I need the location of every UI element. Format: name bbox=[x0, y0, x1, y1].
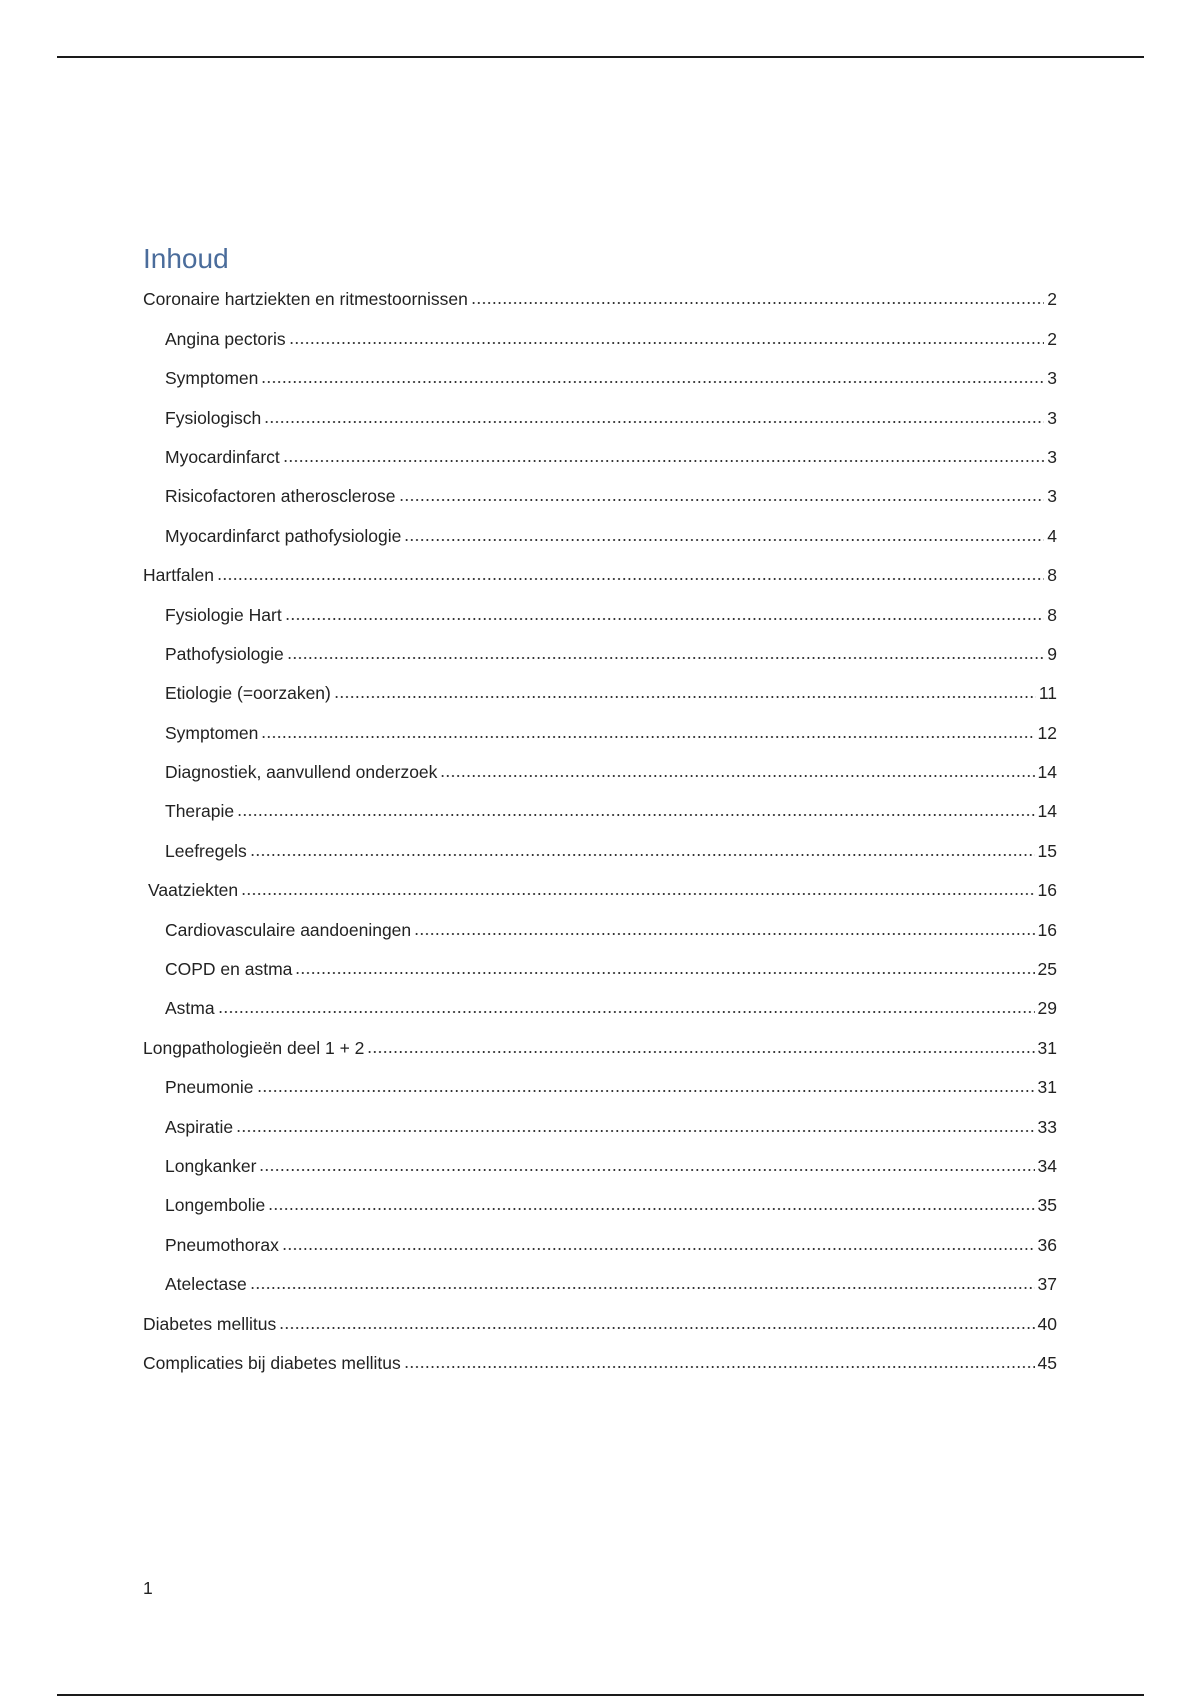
toc-dot-leader bbox=[399, 498, 1044, 502]
toc-dot-leader bbox=[217, 577, 1044, 581]
toc-entry[interactable] bbox=[143, 1066, 1057, 1105]
toc-entry-label: Fysiologisch bbox=[165, 407, 262, 428]
toc-entry[interactable] bbox=[143, 987, 1057, 1026]
toc-entry[interactable] bbox=[143, 1184, 1057, 1223]
toc-entry-label: Astma bbox=[165, 998, 215, 1019]
toc-dot-leader bbox=[289, 341, 1044, 345]
toc-entry[interactable] bbox=[143, 514, 1057, 553]
toc-entry-page: 16 bbox=[1037, 919, 1057, 940]
toc-dot-leader bbox=[279, 1326, 1034, 1330]
toc-dot-leader bbox=[295, 971, 1034, 975]
toc-entry-page: 8 bbox=[1047, 565, 1057, 586]
header-rule bbox=[57, 56, 1144, 58]
toc-entry[interactable] bbox=[143, 948, 1057, 987]
toc-entry[interactable] bbox=[143, 593, 1057, 632]
toc-entry-page: 3 bbox=[1047, 446, 1057, 467]
page-number: 1 bbox=[143, 1578, 153, 1598]
toc-dot-leader bbox=[257, 1089, 1035, 1093]
toc-entry-label: Longpathologieën deel 1 + 2 bbox=[143, 1037, 365, 1058]
toc-entry-page: 45 bbox=[1037, 1352, 1057, 1373]
toc-entry-page: 9 bbox=[1047, 643, 1057, 664]
toc-entry-page: 3 bbox=[1047, 486, 1057, 507]
toc-entry-page: 37 bbox=[1037, 1274, 1057, 1295]
toc-entry-label: Longembolie bbox=[165, 1195, 266, 1216]
toc-entry-page: 11 bbox=[1038, 683, 1057, 704]
toc-dot-leader bbox=[259, 1168, 1034, 1172]
toc-entry[interactable] bbox=[143, 1263, 1057, 1302]
toc-entry-page: 4 bbox=[1047, 525, 1057, 546]
toc-dot-leader bbox=[404, 1365, 1035, 1369]
toc-entry-label: Complicaties bij diabetes mellitus bbox=[143, 1352, 401, 1373]
toc-entry-label: Diagnostiek, aanvullend onderzoek bbox=[165, 762, 438, 783]
toc-entry-label: Atelectase bbox=[165, 1274, 247, 1295]
toc-dot-leader bbox=[264, 420, 1044, 424]
toc-entry[interactable] bbox=[143, 751, 1057, 790]
toc-entry[interactable] bbox=[143, 790, 1057, 829]
toc-dot-leader bbox=[250, 853, 1035, 857]
toc-entry-page: 31 bbox=[1037, 1077, 1057, 1098]
toc-dot-leader bbox=[250, 1286, 1035, 1290]
toc-entry-label: Longkanker bbox=[165, 1155, 257, 1176]
toc-dot-leader bbox=[471, 301, 1044, 305]
toc-entry-page: 40 bbox=[1037, 1313, 1057, 1334]
toc-entry[interactable] bbox=[143, 1342, 1057, 1381]
toc-entry-label: Diabetes mellitus bbox=[143, 1313, 277, 1334]
toc-entry[interactable] bbox=[143, 672, 1057, 711]
toc-dot-leader bbox=[241, 892, 1034, 896]
toc-entry-label: Etiologie (=oorzaken) bbox=[165, 683, 331, 704]
toc-entry-label: Symptomen bbox=[165, 722, 259, 743]
toc-entry-page: 8 bbox=[1047, 604, 1057, 625]
toc-dot-leader bbox=[218, 1010, 1035, 1014]
toc-entry-label: Hartfalen bbox=[143, 565, 215, 586]
toc-entry-page: 29 bbox=[1037, 998, 1057, 1019]
toc-dot-leader bbox=[237, 813, 1034, 817]
toc-entry-label: COPD en astma bbox=[165, 959, 293, 980]
toc-dot-leader bbox=[440, 774, 1034, 778]
toc-entry-label: Aspiratie bbox=[165, 1116, 234, 1137]
toc-dot-leader bbox=[261, 735, 1034, 739]
toc-entry-page: 14 bbox=[1037, 762, 1057, 783]
toc-entry[interactable] bbox=[143, 436, 1057, 475]
toc-entry[interactable] bbox=[143, 357, 1057, 396]
toc-title: Inhoud bbox=[143, 243, 229, 274]
toc-entry[interactable] bbox=[143, 1026, 1057, 1065]
toc-entry[interactable] bbox=[143, 317, 1057, 356]
toc-entry-label: Pathofysiologie bbox=[165, 643, 284, 664]
toc-entry[interactable] bbox=[143, 396, 1057, 435]
toc-entry[interactable] bbox=[143, 829, 1057, 868]
toc-entry[interactable] bbox=[143, 1302, 1057, 1341]
toc-entry[interactable] bbox=[143, 908, 1057, 947]
toc-entry[interactable] bbox=[143, 278, 1057, 317]
toc-dot-leader bbox=[334, 695, 1036, 699]
footer-rule bbox=[57, 1694, 1144, 1696]
toc-entry-page: 34 bbox=[1037, 1155, 1057, 1176]
toc-entry-label: Pneumonie bbox=[165, 1077, 254, 1098]
toc-dot-leader bbox=[268, 1207, 1034, 1211]
toc-dot-leader bbox=[404, 538, 1044, 542]
toc-dot-leader bbox=[285, 617, 1044, 621]
toc-entry[interactable] bbox=[143, 554, 1057, 593]
toc-entry-label: Risicofactoren atherosclerose bbox=[165, 486, 396, 507]
toc-entry-label: Vaatziekten bbox=[148, 880, 239, 901]
toc-entry-label: Cardiovasculaire aandoeningen bbox=[165, 919, 412, 940]
toc-entry-page: 15 bbox=[1037, 840, 1057, 861]
toc-entry-page: 35 bbox=[1037, 1195, 1057, 1216]
toc-entry-page: 12 bbox=[1037, 722, 1057, 743]
toc-entry-page: 31 bbox=[1037, 1037, 1057, 1058]
toc-entry-label: Coronaire hartziekten en ritmestoornissen bbox=[143, 289, 468, 310]
toc-dot-leader bbox=[414, 932, 1034, 936]
toc-dot-leader bbox=[367, 1050, 1034, 1054]
toc-entry-page: 3 bbox=[1047, 407, 1057, 428]
toc-entry-page: 2 bbox=[1047, 328, 1057, 349]
toc-entry[interactable] bbox=[143, 1223, 1057, 1262]
toc-entry-label: Symptomen bbox=[165, 368, 259, 389]
toc-entry-label: Leefregels bbox=[165, 840, 247, 861]
toc-entry-page: 14 bbox=[1037, 801, 1057, 822]
toc-entry[interactable] bbox=[143, 475, 1057, 514]
toc-entries bbox=[143, 278, 1057, 1381]
toc-entry-page: 33 bbox=[1037, 1116, 1057, 1137]
toc-dot-leader bbox=[287, 656, 1044, 660]
toc-entry-label: Angina pectoris bbox=[165, 328, 286, 349]
toc-entry-page: 2 bbox=[1047, 289, 1057, 310]
toc-entry-label: Therapie bbox=[165, 801, 235, 822]
toc-entry[interactable] bbox=[143, 711, 1057, 750]
toc-entry[interactable] bbox=[143, 633, 1057, 672]
toc-entry[interactable] bbox=[143, 869, 1057, 908]
toc-dot-leader bbox=[261, 380, 1044, 384]
toc-dot-leader bbox=[282, 1247, 1035, 1251]
toc-dot-leader bbox=[283, 459, 1044, 463]
toc-entry[interactable] bbox=[143, 1105, 1057, 1144]
toc-entry-label: Myocardinfarct pathofysiologie bbox=[165, 525, 402, 546]
toc-entry-page: 36 bbox=[1037, 1234, 1057, 1255]
toc-entry-label: Pneumothorax bbox=[165, 1234, 279, 1255]
toc-dot-leader bbox=[236, 1129, 1034, 1133]
table-of-contents bbox=[143, 240, 1057, 1381]
toc-entry-label: Fysiologie Hart bbox=[165, 604, 282, 625]
toc-entry-page: 16 bbox=[1037, 880, 1057, 901]
toc-entry-label: Myocardinfarct bbox=[165, 446, 280, 467]
toc-entry[interactable] bbox=[143, 1145, 1057, 1184]
toc-entry-page: 3 bbox=[1047, 368, 1057, 389]
toc-entry-page: 25 bbox=[1037, 959, 1057, 980]
